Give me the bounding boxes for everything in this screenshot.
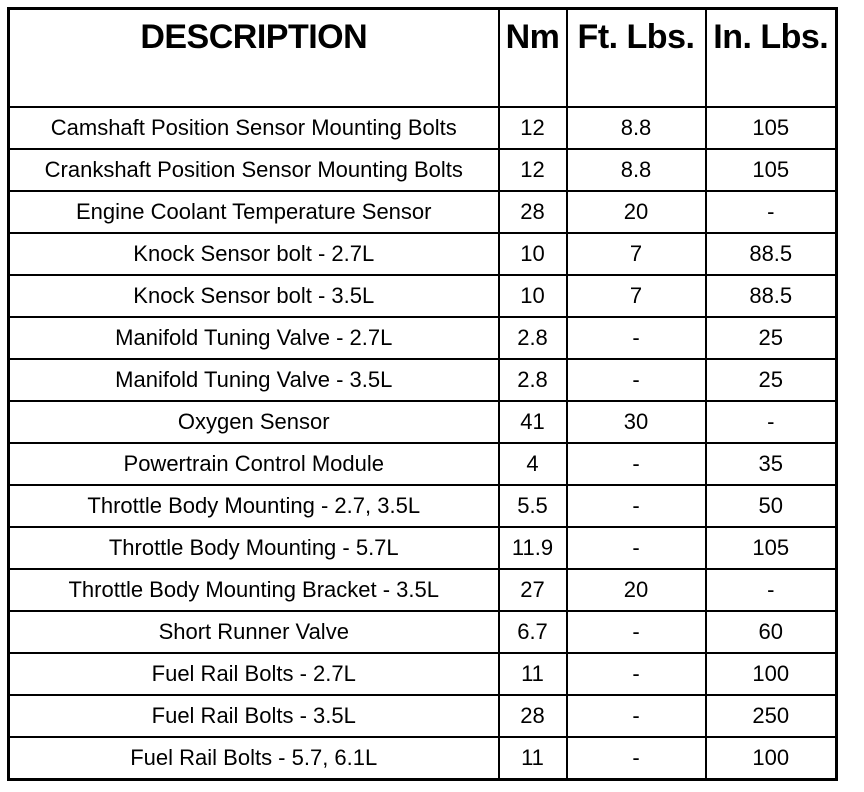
header-ft-lbs: Ft. Lbs.	[567, 9, 706, 108]
cell-in-lbs: -	[706, 401, 837, 443]
cell-in-lbs: 105	[706, 527, 837, 569]
cell-in-lbs: 88.5	[706, 233, 837, 275]
cell-nm: 41	[499, 401, 567, 443]
cell-ft-lbs: -	[567, 317, 706, 359]
cell-description: Fuel Rail Bolts - 5.7, 6.1L	[9, 737, 499, 780]
cell-description: Knock Sensor bolt - 3.5L	[9, 275, 499, 317]
cell-in-lbs: 60	[706, 611, 837, 653]
cell-in-lbs: 100	[706, 737, 837, 780]
cell-ft-lbs: -	[567, 653, 706, 695]
cell-ft-lbs: 8.8	[567, 149, 706, 191]
cell-ft-lbs: -	[567, 695, 706, 737]
cell-nm: 27	[499, 569, 567, 611]
cell-ft-lbs: 7	[567, 233, 706, 275]
table-row	[9, 653, 837, 695]
cell-ft-lbs: 30	[567, 401, 706, 443]
table-row	[9, 527, 837, 569]
cell-nm: 10	[499, 233, 567, 275]
table-body	[9, 107, 837, 780]
cell-description: Short Runner Valve	[9, 611, 499, 653]
cell-nm: 6.7	[499, 611, 567, 653]
table-row	[9, 737, 837, 780]
table-row	[9, 611, 837, 653]
cell-ft-lbs: -	[567, 443, 706, 485]
cell-in-lbs: 25	[706, 317, 837, 359]
table-row	[9, 317, 837, 359]
table-row	[9, 443, 837, 485]
cell-nm: 12	[499, 107, 567, 149]
header-row	[9, 9, 837, 108]
cell-ft-lbs: -	[567, 485, 706, 527]
cell-description: Manifold Tuning Valve - 3.5L	[9, 359, 499, 401]
cell-ft-lbs: 7	[567, 275, 706, 317]
cell-nm: 5.5	[499, 485, 567, 527]
cell-nm: 11.9	[499, 527, 567, 569]
cell-description: Oxygen Sensor	[9, 401, 499, 443]
cell-nm: 11	[499, 653, 567, 695]
table-row	[9, 569, 837, 611]
cell-in-lbs: -	[706, 191, 837, 233]
cell-ft-lbs: 8.8	[567, 107, 706, 149]
table-row	[9, 233, 837, 275]
table-row	[9, 275, 837, 317]
cell-nm: 2.8	[499, 317, 567, 359]
torque-spec-table	[7, 7, 838, 781]
cell-nm: 28	[499, 191, 567, 233]
cell-in-lbs: -	[706, 569, 837, 611]
cell-in-lbs: 100	[706, 653, 837, 695]
cell-in-lbs: 50	[706, 485, 837, 527]
cell-description: Camshaft Position Sensor Mounting Bolts	[9, 107, 499, 149]
cell-ft-lbs: -	[567, 359, 706, 401]
cell-nm: 12	[499, 149, 567, 191]
table-row	[9, 695, 837, 737]
cell-description: Knock Sensor bolt - 2.7L	[9, 233, 499, 275]
cell-description: Fuel Rail Bolts - 3.5L	[9, 695, 499, 737]
cell-in-lbs: 35	[706, 443, 837, 485]
cell-ft-lbs: -	[567, 737, 706, 780]
cell-nm: 11	[499, 737, 567, 780]
cell-in-lbs: 25	[706, 359, 837, 401]
table-row	[9, 401, 837, 443]
cell-nm: 2.8	[499, 359, 567, 401]
header-nm: Nm	[499, 9, 567, 108]
cell-ft-lbs: -	[567, 611, 706, 653]
table-row	[9, 485, 837, 527]
cell-in-lbs: 105	[706, 107, 837, 149]
table-row	[9, 359, 837, 401]
cell-nm: 4	[499, 443, 567, 485]
header-in-lbs: In. Lbs.	[706, 9, 837, 108]
table-row	[9, 107, 837, 149]
cell-in-lbs: 88.5	[706, 275, 837, 317]
header-description: DESCRIPTION	[9, 9, 499, 108]
cell-in-lbs: 250	[706, 695, 837, 737]
cell-description: Engine Coolant Temperature Sensor	[9, 191, 499, 233]
cell-description: Throttle Body Mounting Bracket - 3.5L	[9, 569, 499, 611]
cell-ft-lbs: -	[567, 527, 706, 569]
cell-ft-lbs: 20	[567, 569, 706, 611]
cell-description: Powertrain Control Module	[9, 443, 499, 485]
cell-in-lbs: 105	[706, 149, 837, 191]
cell-description: Fuel Rail Bolts - 2.7L	[9, 653, 499, 695]
cell-description: Manifold Tuning Valve - 2.7L	[9, 317, 499, 359]
table-row	[9, 191, 837, 233]
cell-nm: 28	[499, 695, 567, 737]
cell-description: Throttle Body Mounting - 5.7L	[9, 527, 499, 569]
cell-ft-lbs: 20	[567, 191, 706, 233]
table-row	[9, 149, 837, 191]
cell-nm: 10	[499, 275, 567, 317]
cell-description: Throttle Body Mounting - 2.7, 3.5L	[9, 485, 499, 527]
cell-description: Crankshaft Position Sensor Mounting Bolts	[9, 149, 499, 191]
